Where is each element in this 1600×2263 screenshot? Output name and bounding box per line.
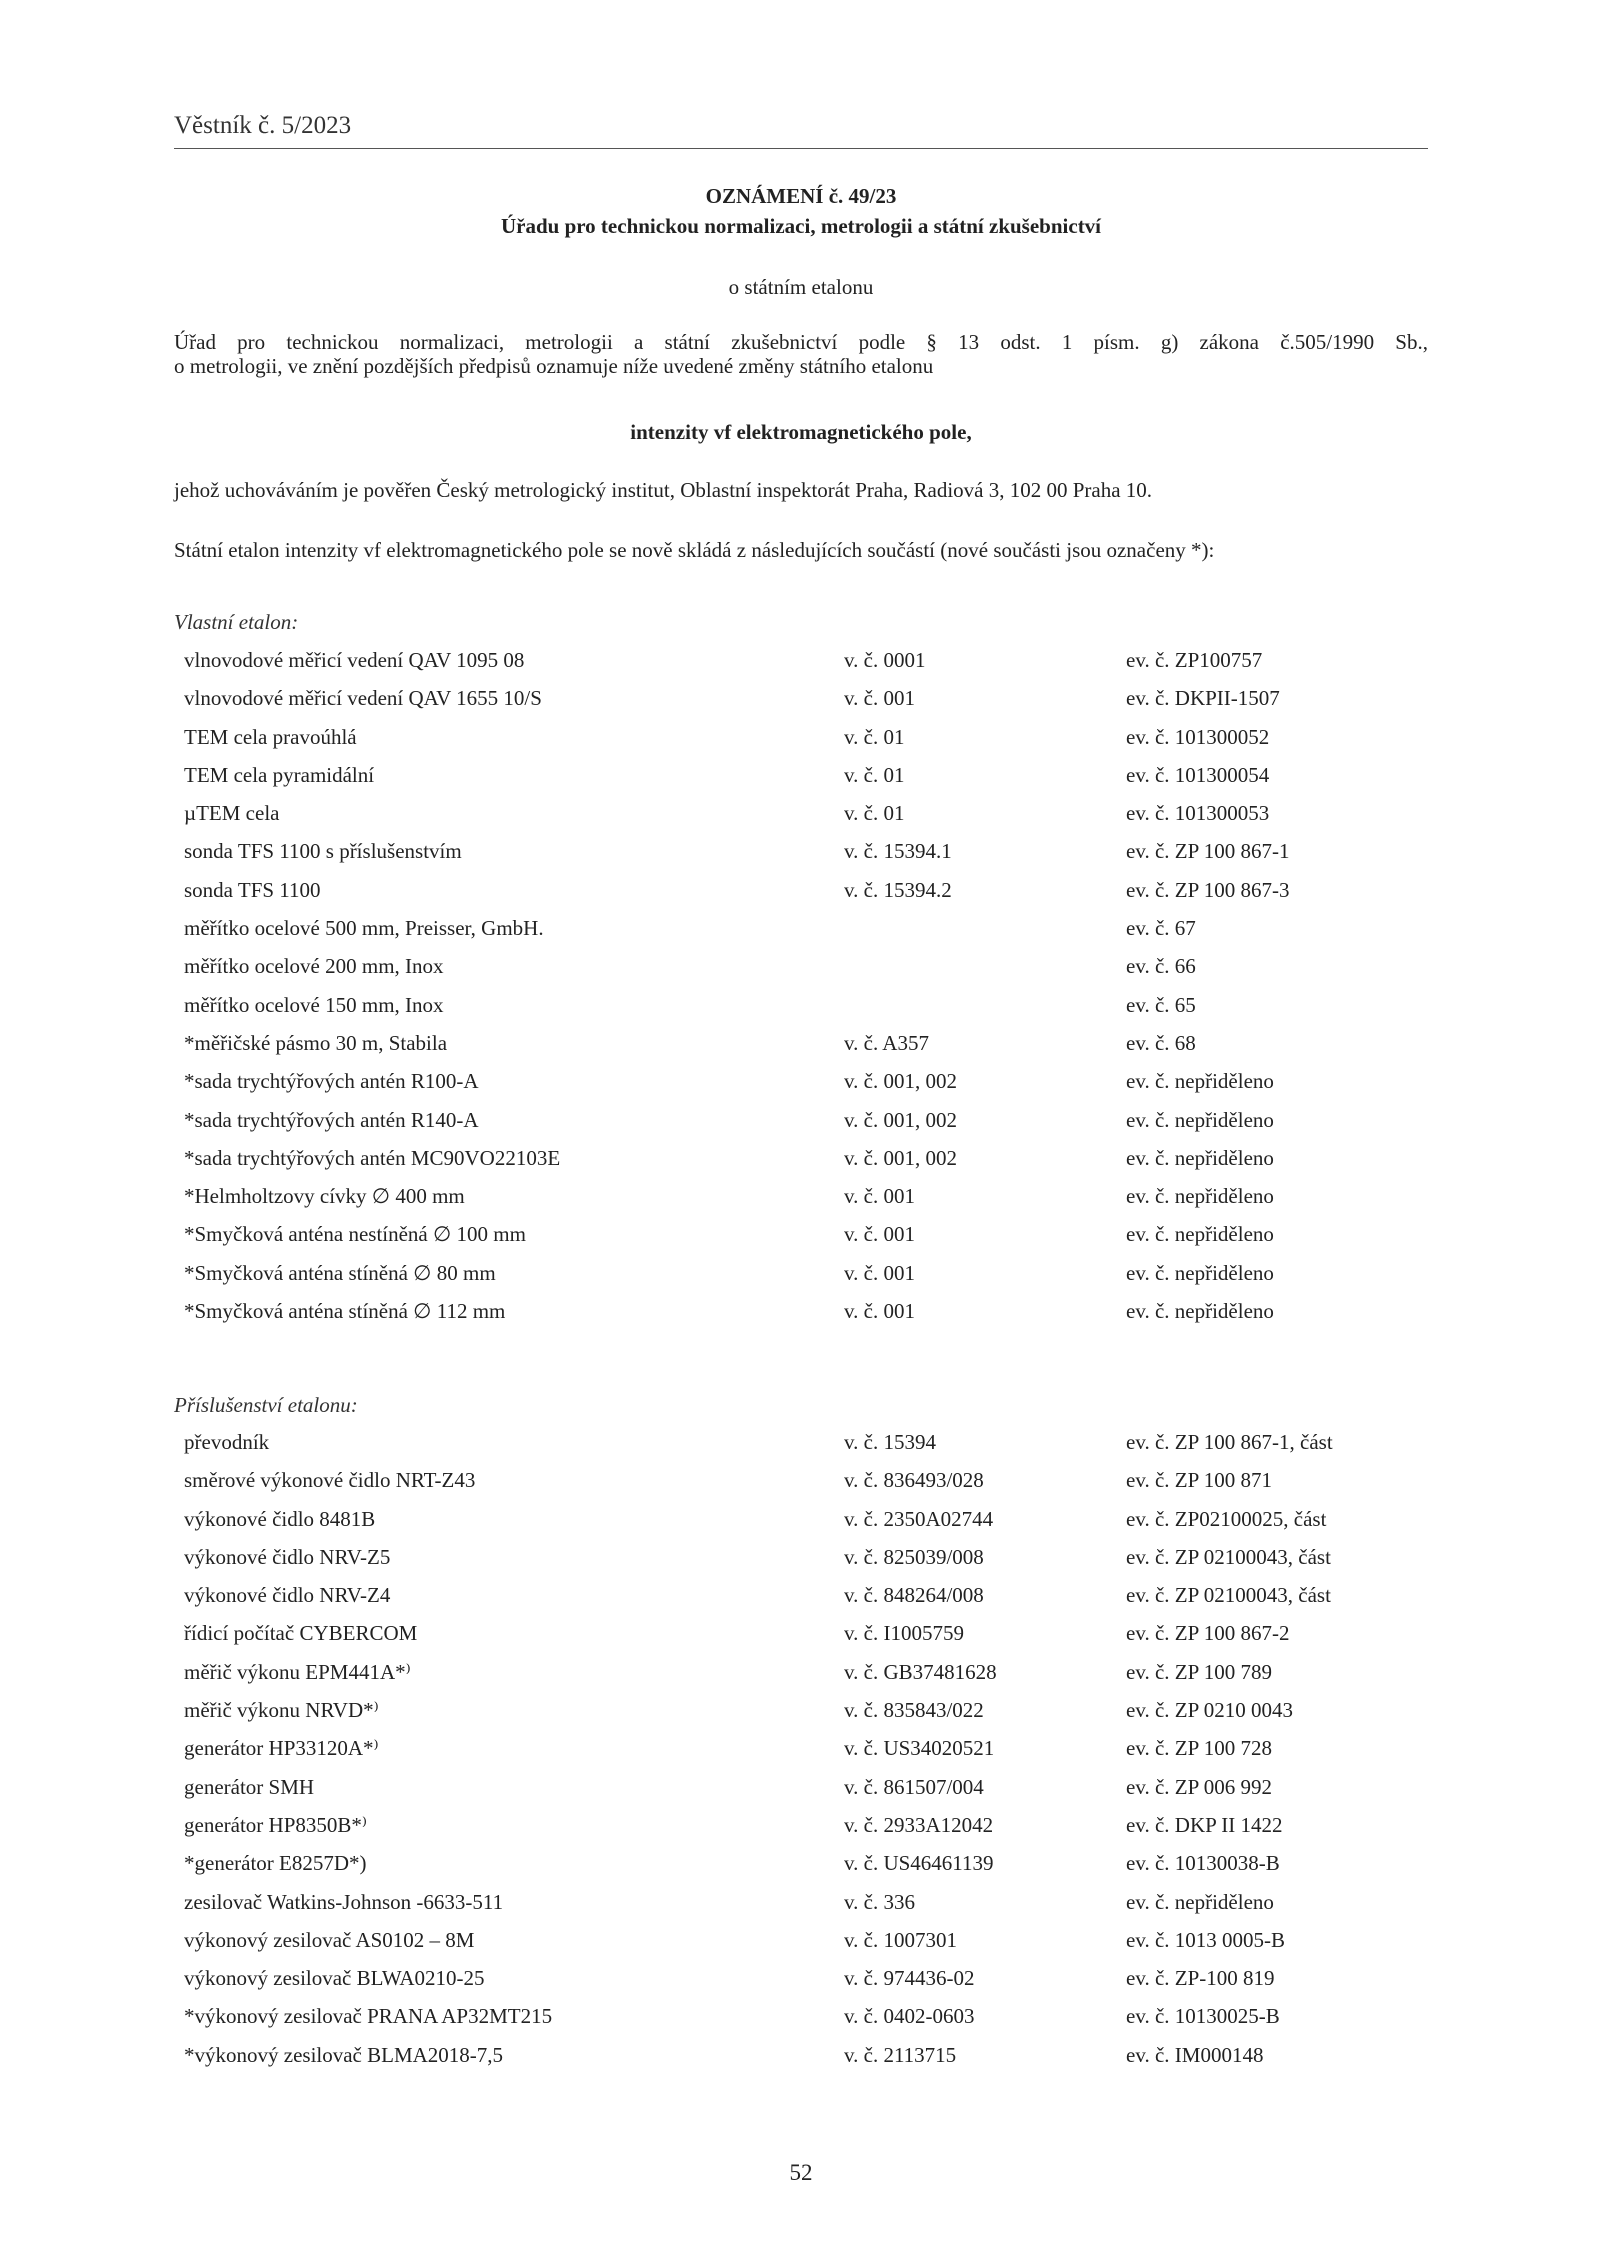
item-name: vlnovodové měřicí vedení QAV 1095 08 (184, 648, 525, 672)
item-name: měřič výkonu NRVD*⁾ (184, 1698, 379, 1723)
item-name: *výkonový zesilovač PRANA AP32MT215 (184, 2004, 553, 2029)
item-name: *výkonový zesilovač BLMA2018-7,5 (184, 2042, 504, 2067)
item-serial: v. č. 01 (844, 801, 905, 826)
list-item (184, 801, 1424, 839)
list-item (184, 1031, 1424, 1069)
item-name: zesilovač Watkins-Johnson -6633-511 (184, 1889, 504, 1914)
item-serial: v. č. 825039/008 (844, 1544, 984, 1569)
item-ev: ev. č. 1013 0005-B (1126, 1927, 1286, 1952)
item-name: měřítko ocelové 500 mm, Preisser, GmbH. (184, 916, 544, 941)
item-serial: v. č. 001 (844, 1260, 915, 1285)
item-serial: v. č. 0001 (844, 648, 926, 672)
custodian-paragraph: jehož uchováváním je pověřen Český metrologický institut, Oblastní inspektorát Praha, Radiová 3, 102 00 Praha 10. (174, 478, 1153, 502)
item-serial: v. č. 2113715 (844, 2042, 957, 2067)
item-serial: v. č. 001, 002 (844, 1107, 957, 1132)
item-ev: ev. č. 67 (1126, 916, 1196, 941)
item-serial: v. č. I1005759 (844, 1621, 964, 1646)
list-item (184, 1468, 1424, 1506)
item-ev: ev. č. DKPII-1507 (1126, 686, 1280, 711)
section-heading-etalon: Vlastní etalon: (174, 610, 299, 634)
list-item (184, 1583, 1424, 1621)
item-serial: v. č. 001 (844, 1184, 915, 1209)
item-ev: ev. č. 68 (1126, 1030, 1196, 1055)
item-ev: ev. č. nepřiděleno (1126, 1299, 1274, 1324)
item-ev: ev. č. ZP 100 867-1, část (1126, 1430, 1333, 1454)
item-ev: ev. č. nepřiděleno (1126, 1889, 1274, 1914)
item-serial: v. č. 861507/004 (844, 1774, 984, 1799)
list-item (184, 1928, 1424, 1966)
item-ev: ev. č. 10130025-B (1126, 2004, 1280, 2029)
item-ev: ev. č. ZP02100025, část (1126, 1506, 1327, 1531)
intro-paragraph (174, 330, 1428, 378)
item-serial: v. č. 1007301 (844, 1927, 957, 1952)
notice-about: o státním etalonu (728, 275, 874, 299)
item-ev: ev. č. ZP 100 789 (1126, 1659, 1273, 1684)
intro-line-2: o metrologii, ve znění pozdějších předpisů oznamuje níže uvedené změny státního etalonu (174, 354, 934, 378)
item-serial: v. č. 848264/008 (844, 1583, 984, 1608)
item-ev: ev. č. 101300052 (1126, 724, 1270, 749)
item-serial: v. č. 15394 (844, 1430, 936, 1454)
list-item (184, 1813, 1424, 1851)
list-item (184, 916, 1424, 954)
list-item (184, 1890, 1424, 1928)
list-item (184, 1698, 1424, 1736)
item-ev: ev. č. ZP 100 867-2 (1126, 1621, 1290, 1646)
item-name: měřítko ocelové 200 mm, Inox (184, 954, 444, 979)
item-serial: v. č. 01 (844, 762, 905, 787)
page-number: 52 (789, 2160, 813, 2185)
item-name: měřič výkonu EPM441A*⁾ (184, 1659, 411, 1684)
item-ev: ev. č. nepřiděleno (1126, 1069, 1274, 1094)
header-title: Věstník č. 5/2023 (174, 112, 352, 139)
item-serial: v. č. 15394.1 (844, 839, 952, 864)
item-serial: v. č. 2933A12042 (844, 1812, 994, 1837)
item-name: *Smyčková anténa nestíněná ∅ 100 mm (184, 1222, 526, 1247)
item-name: převodník (184, 1430, 270, 1454)
item-ev: ev. č. ZP-100 819 (1126, 1966, 1275, 1991)
item-serial: v. č. 001 (844, 686, 915, 711)
item-serial: v. č. 001 (844, 1222, 915, 1247)
item-name: směrové výkonové čidlo NRT-Z43 (184, 1468, 476, 1493)
item-name: výkonový zesilovač AS0102 – 8M (184, 1927, 475, 1952)
item-name: *generátor E8257D*) (184, 1851, 367, 1876)
item-serial: v. č. 0402-0603 (844, 2004, 975, 2029)
item-serial: v. č. 2350A02744 (844, 1506, 994, 1531)
list-item (184, 1621, 1424, 1659)
item-serial: v. č. 001, 002 (844, 1069, 957, 1094)
list-item (184, 954, 1424, 992)
list-item (184, 839, 1424, 877)
list-item (184, 1851, 1424, 1889)
list-item (184, 993, 1424, 1031)
item-name: výkonový zesilovač BLWA0210-25 (184, 1966, 485, 1991)
item-name: µTEM cela (184, 801, 280, 826)
item-name: TEM cela pravoúhlá (184, 724, 357, 749)
item-serial: v. č. US34020521 (844, 1736, 995, 1761)
item-name: *měřičské pásmo 30 m, Stabila (184, 1030, 448, 1055)
list-item (184, 1261, 1424, 1299)
list-item (184, 1299, 1424, 1337)
item-name: *Helmholtzovy cívky ∅ 400 mm (184, 1184, 465, 1209)
list-item (184, 1660, 1424, 1698)
item-ev: ev. č. 65 (1126, 992, 1196, 1017)
list-item (184, 1966, 1424, 2004)
list-item (184, 1736, 1424, 1774)
item-ev: ev. č. 10130038-B (1126, 1851, 1280, 1876)
item-ev: ev. č. 101300053 (1126, 801, 1270, 826)
item-name: TEM cela pyramidální (184, 762, 375, 787)
item-serial: v. č. 336 (844, 1889, 915, 1914)
list-item (184, 1069, 1424, 1107)
list-item (184, 878, 1424, 916)
item-serial: v. č. 001, 002 (844, 1145, 957, 1170)
list-item (184, 686, 1424, 724)
notice-title: OZNÁMENÍ č. 49/23 (705, 184, 897, 208)
item-ev: ev. č. ZP 02100043, část (1126, 1544, 1331, 1569)
item-ev: ev. č. ZP 0210 0043 (1126, 1698, 1294, 1723)
item-serial: v. č. 001 (844, 1299, 915, 1324)
list-item (184, 1507, 1424, 1545)
item-name: generátor SMH (184, 1774, 315, 1799)
list-item (184, 725, 1424, 763)
item-name: *sada trychtýřových antén R100-A (184, 1069, 479, 1094)
item-serial: v. č. 835843/022 (844, 1698, 984, 1723)
list-item (184, 648, 1424, 686)
list-item (184, 1184, 1424, 1222)
item-name: sonda TFS 1100 (184, 877, 321, 902)
item-name: měřítko ocelové 150 mm, Inox (184, 992, 444, 1017)
item-ev: ev. č. ZP100757 (1126, 648, 1263, 672)
accessories-list (184, 1430, 1424, 2081)
item-ev: ev. č. nepřiděleno (1126, 1222, 1274, 1247)
item-ev: ev. č. 66 (1126, 954, 1196, 979)
list-item (184, 763, 1424, 801)
item-name: *Smyčková anténa stíněná ∅ 80 mm (184, 1260, 496, 1285)
notice-subtitle: Úřadu pro technickou normalizaci, metrologii a státní zkušebnictví (500, 214, 1102, 238)
item-ev: ev. č. nepřiděleno (1126, 1184, 1274, 1209)
item-ev: ev. č. 101300054 (1126, 762, 1270, 787)
list-item (184, 1430, 1424, 1468)
item-serial: v. č. 836493/028 (844, 1468, 984, 1493)
section-heading-accessories: Příslušenství etalonu: (174, 1393, 358, 1417)
intro-line-1: Úřad pro technickou normalizaci, metrologii a státní zkušebnictví podle § 13 odst. 1 písm. g) zákona č.505/1990 Sb., (174, 330, 1428, 354)
list-item (184, 1222, 1424, 1260)
item-name: generátor HP33120A*⁾ (184, 1736, 379, 1761)
list-item (184, 1146, 1424, 1184)
item-name: sonda TFS 1100 s příslušenstvím (184, 839, 462, 864)
item-ev: ev. č. ZP 100 728 (1126, 1736, 1273, 1761)
item-name: řídicí počítač CYBERCOM (184, 1621, 418, 1646)
item-serial: v. č. 974436-02 (844, 1966, 975, 1991)
item-ev: ev. č. nepřiděleno (1126, 1260, 1274, 1285)
item-ev: ev. č. ZP 006 992 (1126, 1774, 1273, 1799)
item-serial: v. č. A357 (844, 1030, 929, 1055)
composition-paragraph: Státní etalon intenzity vf elektromagnetického pole se nově skládá z následujících součástí (nové součásti jsou označeny *): (174, 538, 1215, 562)
item-serial: v. č. GB37481628 (844, 1659, 997, 1684)
item-ev: ev. č. ZP 100 867-1 (1126, 839, 1290, 864)
item-ev: ev. č. nepřiděleno (1126, 1107, 1274, 1132)
item-name: generátor HP8350B*⁾ (184, 1812, 368, 1837)
list-item (184, 1775, 1424, 1813)
item-ev: ev. č. ZP 100 871 (1126, 1468, 1273, 1493)
subject-line: intenzity vf elektromagnetického pole, (630, 420, 972, 444)
item-ev: ev. č. ZP 02100043, část (1126, 1583, 1331, 1608)
list-item (184, 2043, 1424, 2081)
list-item (184, 1545, 1424, 1583)
item-serial: v. č. 01 (844, 724, 905, 749)
page-header (174, 112, 1428, 149)
item-name: výkonové čidlo NRV-Z4 (184, 1583, 391, 1608)
item-name: *Smyčková anténa stíněná ∅ 112 mm (184, 1299, 506, 1324)
item-ev: ev. č. DKP II 1422 (1126, 1812, 1283, 1837)
item-serial: v. č. US46461139 (844, 1851, 994, 1876)
item-serial: v. č. 15394.2 (844, 877, 952, 902)
item-ev: ev. č. nepřiděleno (1126, 1145, 1274, 1170)
item-name: vlnovodové měřicí vedení QAV 1655 10/S (184, 686, 542, 711)
item-name: *sada trychtýřových antén R140-A (184, 1107, 479, 1132)
item-name: výkonové čidlo NRV-Z5 (184, 1544, 391, 1569)
item-ev: ev. č. ZP 100 867-3 (1126, 877, 1290, 902)
item-name: výkonové čidlo 8481B (184, 1506, 376, 1531)
list-item (184, 1108, 1424, 1146)
list-item (184, 2004, 1424, 2042)
etalon-list (184, 648, 1424, 1337)
item-ev: ev. č. IM000148 (1126, 2042, 1264, 2067)
item-name: *sada trychtýřových antén MC90VO22103E (184, 1145, 561, 1170)
